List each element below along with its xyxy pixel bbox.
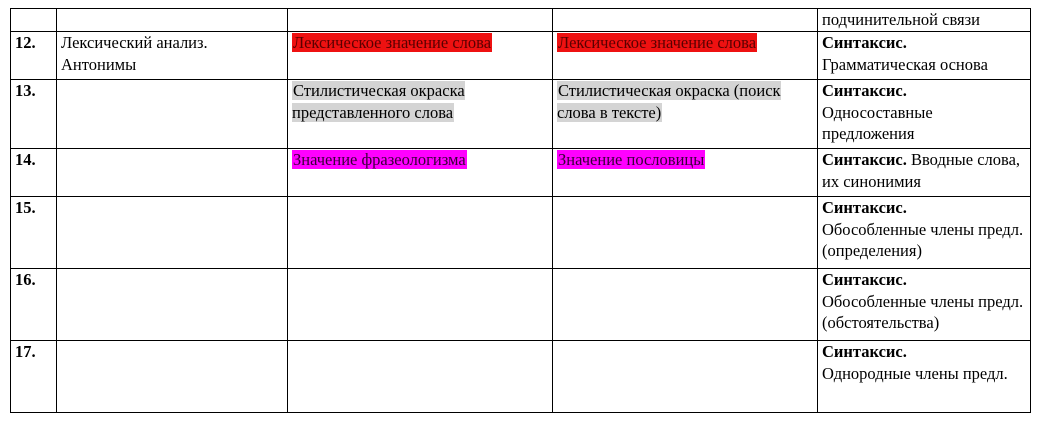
cell-task-a [288, 197, 553, 269]
cell-task-a [288, 32, 553, 80]
syntax-text: Вводные слова, их синонимия [822, 150, 1021, 191]
syntax-text: Односоставные предложения [822, 102, 933, 143]
syntax-text: Грамматическая основа [822, 54, 988, 74]
cell-topic [57, 197, 288, 269]
cell-task-a [288, 149, 553, 197]
cell-topic [57, 149, 288, 197]
cell-topic [57, 9, 288, 32]
cell-task-b [553, 149, 818, 197]
syntax-text: Однородные члены предл. [822, 363, 1008, 383]
cell-syntax [818, 197, 1031, 269]
syntax-text: Обособленные члены предл. (обстоятельства) [822, 291, 1024, 332]
row-number: 12. [15, 33, 36, 52]
task-b-text: Значение пословицы [558, 150, 705, 169]
row-number: 17. [15, 342, 36, 361]
table-row-15 [11, 197, 1031, 269]
cell-topic [57, 269, 288, 341]
cell-task-b [553, 269, 818, 341]
table-row-17 [11, 341, 1031, 413]
cell-number [11, 32, 57, 80]
table-row-continuation [11, 9, 1031, 32]
row-number: 16. [15, 270, 36, 289]
row-number: 14. [15, 150, 36, 169]
cell-task-b [553, 80, 818, 149]
table-row-12 [11, 32, 1031, 80]
cell-syntax [818, 341, 1031, 413]
syntax-label: Синтаксис. [822, 342, 907, 361]
cell-number [11, 149, 57, 197]
table-row-14 [11, 149, 1031, 197]
cell-topic [57, 32, 288, 80]
cell-number [11, 80, 57, 149]
curriculum-table [10, 8, 1031, 413]
cell-topic [57, 80, 288, 149]
topic-text: Лексический анализ. Антонимы [61, 33, 208, 74]
cell-task-b [553, 9, 818, 32]
table-row-16 [11, 269, 1031, 341]
cell-task-a [288, 269, 553, 341]
syntax-text: подчинительной связи [822, 10, 980, 29]
row-number: 15. [15, 198, 36, 217]
task-b-text: Стилистическая окраска (поиск слова в тексте) [557, 81, 781, 122]
syntax-label: Синтаксис. [822, 270, 907, 289]
task-a-text: Значение фразеологизма [293, 150, 466, 169]
cell-task-a [288, 341, 553, 413]
syntax-label: Синтаксис. [822, 150, 907, 169]
cell-number [11, 9, 57, 32]
cell-syntax [818, 80, 1031, 149]
syntax-label: Синтаксис. [822, 33, 907, 52]
cell-syntax [818, 32, 1031, 80]
table-row-13 [11, 80, 1031, 149]
syntax-text: Обособленные члены предл. (определения) [822, 219, 1024, 260]
task-a-text: Лексическое значение слова [293, 33, 492, 52]
cell-task-b [553, 341, 818, 413]
cell-number [11, 197, 57, 269]
cell-task-b [553, 197, 818, 269]
syntax-label: Синтаксис. [822, 81, 907, 100]
cell-task-b [553, 32, 818, 80]
task-b-text: Лексическое значение слова [558, 33, 757, 52]
task-a-text: Стилистическая окраска представленного слова [292, 81, 465, 122]
cell-topic [57, 341, 288, 413]
cell-task-a [288, 9, 553, 32]
cell-task-a [288, 80, 553, 149]
cell-syntax [818, 269, 1031, 341]
syntax-label: Синтаксис. [822, 198, 907, 217]
cell-syntax [818, 149, 1031, 197]
cell-number [11, 341, 57, 413]
cell-syntax [818, 9, 1031, 32]
cell-number [11, 269, 57, 341]
row-number: 13. [15, 81, 36, 100]
